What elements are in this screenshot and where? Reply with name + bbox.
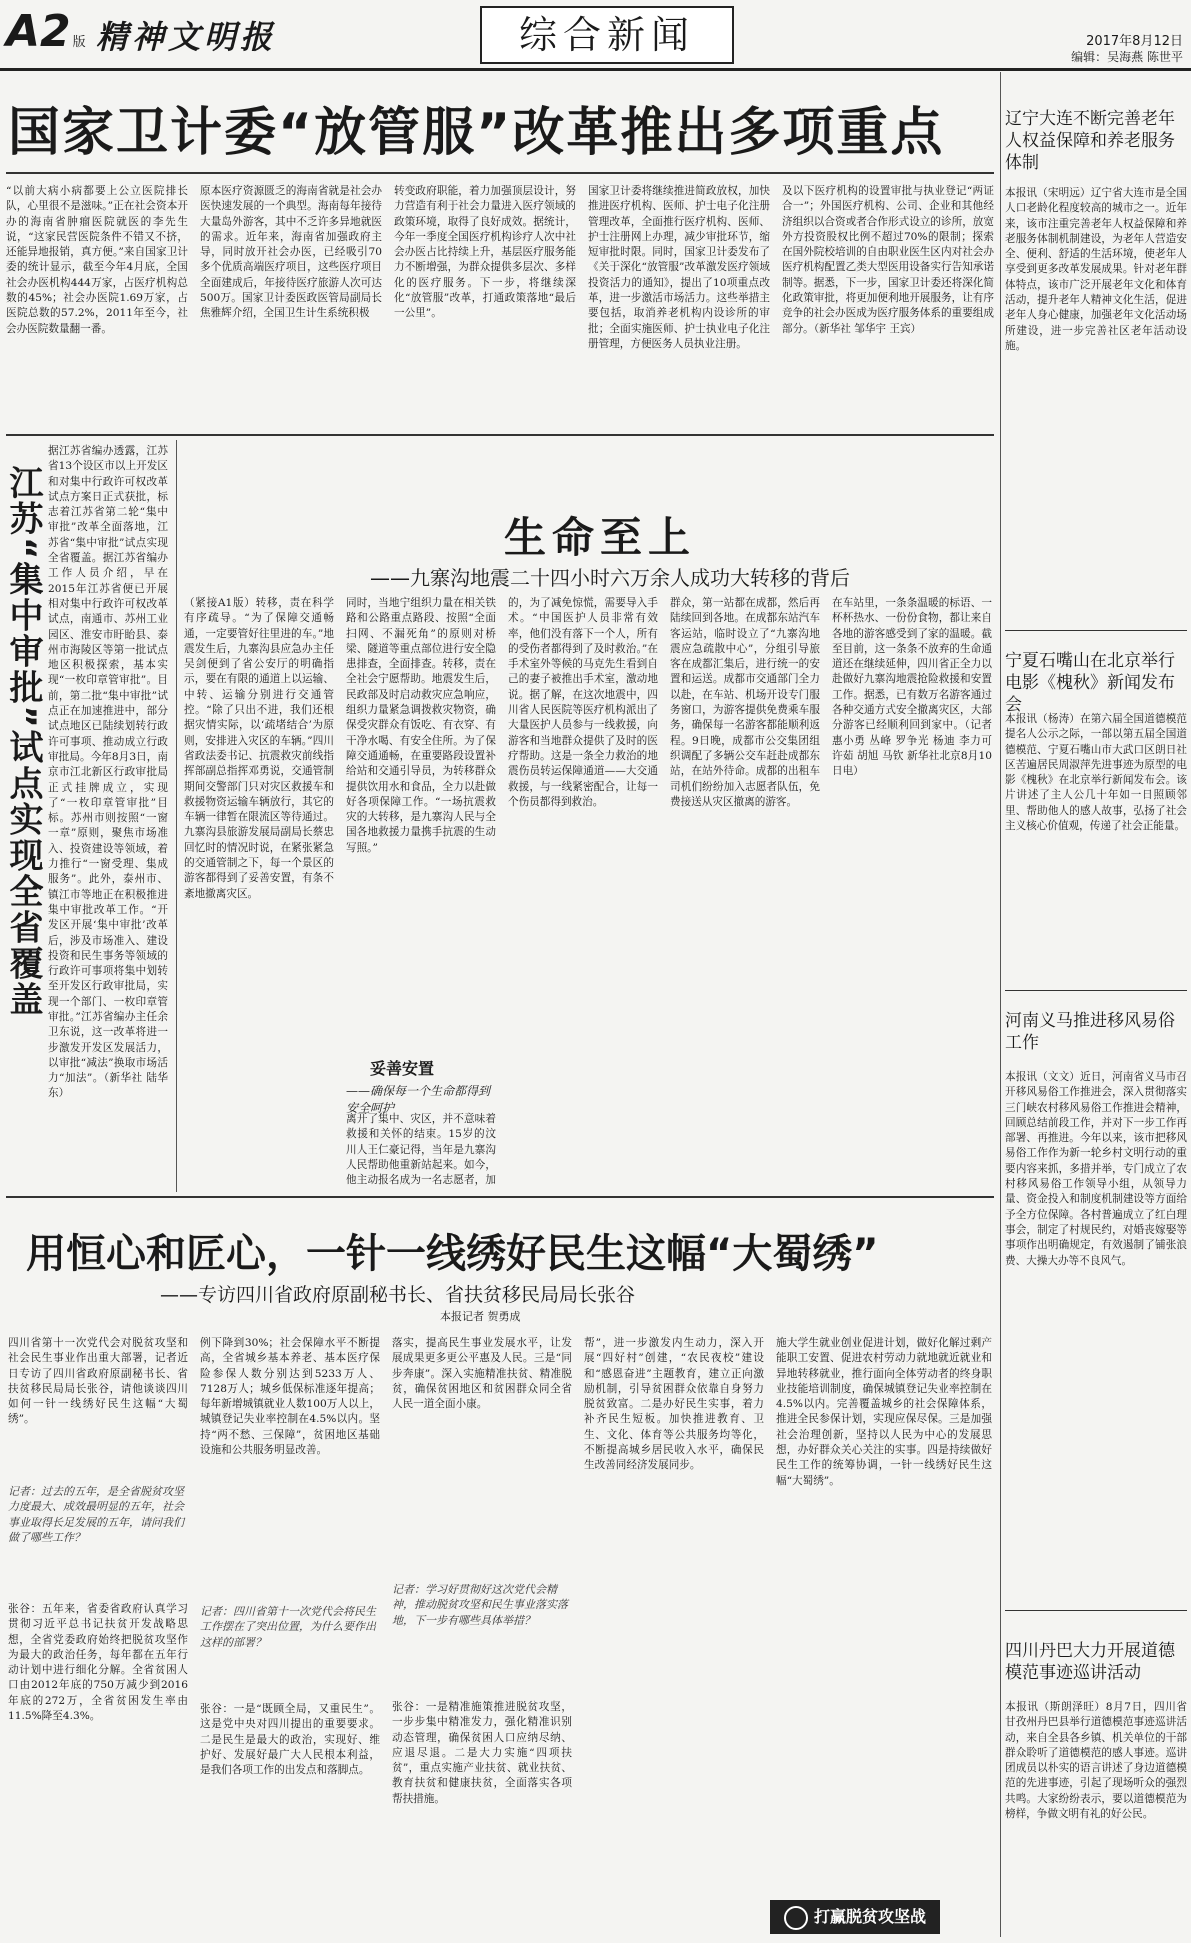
story3-headline: 生命至上 <box>503 513 696 562</box>
story4-subheadline: ——专访四川省政府原副秘书长、省扶贫移民局局长张谷 <box>160 1284 636 1306</box>
story3-sub2-title: 妥善安置 <box>370 1059 435 1078</box>
sidebar-rule-2 <box>1005 990 1187 991</box>
sidebar-s2-title: 宁夏石嘴山在北京举行电影《槐秋》新闻发布会 <box>1005 651 1175 715</box>
story3-sub2-subtitle: ——确保每一个生命都得到安全呵护 <box>346 1084 491 1115</box>
story1-col5: 及以下医疗机构的设置审批与执业登记“两证合一”；外国医疗机构、公司、企业和其他经济组织以合资或者合作形式设立的诊所，放宽外方投资股权比例不超过70%的限制；探索在国外院校培训的自由职业医生区内对社会办医疗机构配置乙类大型医用设备实行告知承诺制等。据悉，下一步，国家卫计委还将深化简化政策审批，将更加便利地开展服务，让有序竞争的社会办医成为医疗服务体系的重要组成部分。（新华社 邹华宇 王宾） <box>782 185 994 335</box>
story3-col2: 同时，当地宁组织力量在相关铁路和公路重点路段、按照“全面扫网、不漏死角”的原则对桥梁、隧道等重点部位进行安全隐患排查，全面排查。转移，责在全社会宁愿帮助。地震发生后，民政部及时启动救灾应急响应，组织力量紧急调拨救灾物资，确保受灾群众有饭吃、有衣穿、有干净水喝、有安全住所。为了保障交通通畅，在重要路段设置补给站和交通引导员，为转移群众提供饮用水和食品，全力以赴做好各项保障工作。“一场抗震救灾的大转移，是九寨沟人民与全国各地救援力量携手抗震的生动写照。” <box>346 597 496 854</box>
issue-date: 2017年8月12日 <box>1086 34 1183 49</box>
story2-divider <box>176 440 177 1192</box>
stamp-emblem-icon <box>784 1906 808 1930</box>
page-number: A2 版 <box>6 6 86 57</box>
story4-answer-1: 张谷：五年来，省委省政府认真学习贯彻习近平总书记扶贫开发战略思想，全省党委政府始终把脱贫攻坚作为最大的政治任务，每年都在五年行动计划中进行细化分解。全省贫困人口由2012年底的750万减少到2016年底的272万，全省贫困发生率由11.5%降至4.3%。 <box>8 1603 188 1723</box>
sidebar-rule-3 <box>1005 1610 1187 1611</box>
story4-col5: 施大学生就业创业促进计划，做好化解过剩产能职工安置、促进农村劳动力就地就近就业和异地转移就业，推行面向全体劳动者的终身职业技能培训制度，确保城镇登记失业率控制在4.5%以内。完善覆盖城乡的社会保障体系，推进全民参保计划，实现应保尽保。三是加强社会治理创新，坚持以人民为中心的发展思想，办好群众关心关注的实事。四是持续做好民生工作的统筹协调，一针一线绣好民生这幅“大蜀绣”。 <box>776 1337 992 1487</box>
story3-col4: 群众，第一站都在成都，然后再陆续回到各地。在成都东站汽车客运站，临时设立了“九寨沟地震应急疏散中心”，分组引导旅客在成都汇集后，进行统一的安置和运送。成都市交通部门全力以赴，在车站、机场开设专门服务窗口，为游客提供免费乘车服务，确保每一名游客都能顺利返程。9日晚，成都市公交集团组织调配了多辆公交车赶赴成都东站，在站外待命。成都的出租车司机们纷纷加入志愿者队伍，免费接送从灾区撤离的游客。 <box>670 597 820 808</box>
story3-subheadline: ——九寨沟地震二十四小时六万余人成功大转移的背后 <box>370 566 850 590</box>
sidebar-s1-body: 本报讯（宋明远）辽宁省大连市是全国人口老龄化程度较高的城市之一。近年来，该市注重完善老年人权益保障和养老服务体制机制建设，为老年人营造安全、便利、舒适的生活环境，使老年人享受到更多改革发展成果。针对老年群体特点，该市广泛开展老年文化和体育活动，提升老年人精神文化生活，促进老年人身心健康，加强老年文化活动场所建设，进一步完善社区老年活动设施。 <box>1005 187 1187 352</box>
story2-body: 据江苏省编办透露，江苏省13个设区市以上开发区和对集中行政许可权改革试点方案日正式获批，标志着江苏省第二轮“集中审批”改革全面落地，江苏省“集中审批”试点实现全省覆盖。据江苏省编办工作人员介绍，早在2015年江苏省便已开展相对集中行政许可权改革试点，南通市、苏州工业园区、淮安市盱眙县、泰州市海陵区等第一批试点地区积极探索，基本实现“一枚印章管审批”。目前，第二批“集中审批”试点正在加速推进中，部分试点地区已陆续划转行政许可事项、推动成立行政审批局。今年8月3日，南京市江北新区行政审批局正式挂牌成立，实现了“一枚印章管审批”目标。苏州市则按照“一窗一章”原则，聚焦市场准入、投资建设等领域，着力推行“一窗受理、集成服务”。此外，泰州市、镇江市等地正在积极推进集中审批改革工作。“开发区开展‘集中审批’改革后，涉及市场准入、建设投资和民生事务等领域的行政许可事项将集中划转至开发区行政审批局，实现一个部门、一枚印章管审批。”江苏省编办主任余卫东说，这一改革将进一步激发开发区发展活力，以审批“减法”换取市场活力“加法”。（新华社 陆华东） <box>48 445 168 1100</box>
sidebar-s2-body: 本报讯（杨涛）在第六届全国道德模范提名人公示之际，一部以第五届全国道德模范、宁夏石嘴山市大武口区朗日社区苦遍居民周淑萍先进事迹为原型的电影《槐秋》在北京举行新闻发布会。该片讲述了主人公几十年如一日照顾邻里、帮助他人的感人故事，弘扬了社会主义核心价值观，传递了社会正能量。 <box>1005 713 1187 833</box>
story4-headline: 用恒心和匠心，一针一线绣好民生这幅“大蜀绣” <box>26 1231 879 1277</box>
story4-intro: 四川省第十一次党代会对脱贫攻坚和社会民生事业作出重大部署，记者近日专访了四川省政府原副秘书长、省扶贫移民局局长张谷，请他谈谈四川如何一针一线绣好民生这幅“大蜀绣”。 <box>8 1337 188 1426</box>
sidebar-s4-body: 本报讯（斯朗泽旺）8月7日，四川省甘孜州丹巴县举行道德模范事迹巡讲活动，来自全县各乡镇、机关单位的干部群众聆听了道德模范的感人事迹。巡讲团成员以朴实的语言讲述了身边道德模范的先进事迹，引起了现场听众的强烈共鸣。大家纷纷表示，要以道德模范为榜样，争做文明有礼的好公民。 <box>1005 1701 1187 1821</box>
story1-rule <box>6 172 994 174</box>
sidebar-s3-title: 河南义马推进移风易俗工作 <box>1005 1011 1175 1053</box>
sidebar-divider <box>1000 72 1001 1937</box>
story4-question-2: 记者：四川省第十一次党代会将民生工作摆在了突出位置，为什么要作出这样的部署？ <box>200 1605 376 1649</box>
story1-bottom-rule <box>6 434 994 436</box>
sidebar-rule-1 <box>1005 630 1187 631</box>
story2-headline: 江苏“集中审批”试点实现全省覆盖 <box>3 465 43 1018</box>
story4-col4: 帮”，进一步激发内生动力，深入开展“四好村”创建，“农民夜校”建设和“感恩奋进”主题教育，建立正向激励机制，引导贫困群众依靠自身努力脱贫致富。二是办好民生实事，着力补齐民生短板。加快推进教育、卫生、文化、体育等公共服务均等化，不断提高城乡居民收入水平，确保民生改善同经济发展同步。 <box>584 1337 764 1472</box>
story4-col2: 例下降到30%；社会保障水平不断提高，全省城乡基本养老、基本医疗保险参保人数分别达到5233万人、7128万人；城乡低保标准逐年提高；每年新增城镇就业人数100万人以上，城镇登记失业率控制在4.5%以内。坚持“两不愁、三保障”，贫困地区基础设施和公共服务明显改善。 <box>200 1337 380 1457</box>
story4-col3: 落实，提高民生事业发展水平，让发展成果更多更公平惠及人民。三是“同步奔康”。深入实施精准扶贫、精准脱贫，确保贫困地区和贫困群众同全省人民一道全面小康。 <box>392 1337 572 1411</box>
story4-byline: 本报记者 贺勇成 <box>440 1310 521 1323</box>
section-title: 综合新闻 <box>480 6 734 64</box>
sidebar-s4-title: 四川丹巴大力开展道德模范事迹巡讲活动 <box>1005 1641 1175 1683</box>
sidebar-s1-title: 辽宁大连不断完善老年人权益保障和养老服务体制 <box>1005 109 1175 173</box>
page-header <box>0 0 1191 71</box>
story1-col2: 原本医疗资源匮乏的海南省就是社会办医快速发展的一个典型。海南每年接待大量岛外游客，其中不乏许多异地就医的需求。近年来，海南省加强政府主导，同时放开社会办医，已经吸引70多个优质高端医疗项目，这些医疗项目全面建成后，年接待医疗旅游人次可达500万。国家卫计委医政医管局副局长焦雅辉介绍，全国卫生计生系统积极 <box>200 185 382 320</box>
story4-answer-2: 张谷：一是“既顾全局，又重民生”。这是党中央对四川提出的重要要求。二是民生是最大的政治，实现好、维护好、发展好最广大人民根本利益，是我们各项工作的出发点和落脚点。 <box>200 1703 380 1777</box>
story3-col1: （紧接A1版）转移，责在科学有序疏导。“为了保障交通畅通，一定要管好往里进的车。”地震发生后，九寨沟县应急办主任吴剑便到了省公安厅的明确指示，要在有限的通道上以运输、中转、运输分别进行交通管控。“除了只出不进，我们还根据灾情实际，以‘疏堵结合’为原则，安排进入灾区的车辆。”四川省政法委书记、抗震救灾前线指挥部副总指挥邓勇说，交通管制期间交警部门只对灾区救援车和救援物资运输车辆放行，其它的车辆一律暂在限流区等待通过。九寨沟县旅游发展局副局长蔡忠回忆时的情况时说，在紧张紧急的交通管制之下，每一个景区的游客都得到了妥善安置，有条不紊地撤离灾区。 <box>184 597 334 900</box>
story1-col3: 转变政府职能，着力加强顶层设计，努力营造有利于社会力量进入医疗领域的政策环境，取得了良好成效。据统计，今年一季度全国医疗机构诊疗人次中社会办医占比持续上升，基层医疗服务能力不断增强，为群众提供多层次、多样化的医疗服务。下一步，将继续深化“放管服”改革，打通政策落地“最后一公里”。 <box>394 185 576 320</box>
story3-col5: 在车站里，一条条温暖的标语、一杯杯热水、一份份食物，都让来自各地的游客感受到了家的温暖。截至目前，这一条条不放弃的生命通道还在继续延伸，四川省正全力以赴做好九寨沟地震抢险救援和安置工作。据悉，已有数万名游客通过各种交通方式安全撤离灾区，大部分游客已经顺利回到家中。（记者 惠小勇 丛峰 罗争光 杨迪 李力可 许茹 胡旭 马钦 新华社北京8月10日电） <box>832 597 992 778</box>
paper-name: 精神文明报 <box>96 18 277 56</box>
story4-answer-3: 张谷：一是精准施策推进脱贫攻坚，一步步集中精准发力，强化精准识别动态管理，确保贫困人口应纳尽纳、应退尽退。二是大力实施“四项扶贫”，重点实施产业扶贫、就业扶贫、教育扶贫和健康扶贫，全面落实各项帮扶措施。 <box>392 1701 572 1805</box>
story1-headline: 国家卫计委“放管服”改革推出多项重点 <box>8 103 945 163</box>
sidebar-s3-body: 本报讯（文文）近日，河南省义马市召开移风易俗工作推进会，深入贯彻落实三门峡农村移风易俗工作推进会精神，回顾总结前段工作，并对下一步工作再部署、再推进。今年以来，该市把移风易俗工作作为新一轮乡村文明行动的重要内容来抓，多措并举，专门成立了农村移风易俗工作领导小组，从领导力量、资金投入和制度机制建设等方面给予全方位保障。各村普遍成立了红白理事会，制定了村规民约，对婚丧嫁娶等事项作出明确规定，有效遏制了铺张浪费、大操大办等不良风气。 <box>1005 1071 1187 1267</box>
story1-col1: “以前大病小病都要上公立医院排长队，心里很不是滋味。”正在社会资本开办的海南省肿瘤医院就医的李先生说，“这家民营医院条件不错又不挤，还能异地报销，真方便。”来自国家卫计委的统计显示，截至今年4月底，全国社会办医机构444万家，占医疗机构总数的45%；社会办医院1.69万家，占医院总数的57.2%，2011年至今，社会办医院数量翻一番。 <box>6 185 188 335</box>
story1-col4: 国家卫计委将继续推进简政放权，加快推进医疗机构、医师、护士电子化注册管理改革，全面推行医疗机构、医师、护士注册网上办理，减少审批环节，缩短审批时限。同时，国家卫计委发布了《关于深化“放管服”改革激发医疗领域投资活力的通知》，提出了10项重点改革，进一步激活市场活力。这些举措主要包括，取消养老机构内设诊所的审批；全面实施医师、护士执业电子化注册管理，方便医务人员执业注册。 <box>588 185 770 350</box>
story3-bottom-rule <box>6 1196 994 1198</box>
story3-sub2-body: 离开了集中、灾区，并不意味着救援和关怀的结束。15岁的汶川人王仁豪记得，当年是九寨沟人民帮助他重新站起来。如今，他主动报名成为一名志愿者，加 <box>346 1113 496 1187</box>
editors-credit: 编辑：吴海燕 陈世平 <box>1071 50 1183 64</box>
story4-question-1: 记者：过去的五年，是全省脱贫攻坚力度最大、成效最明显的五年，社会事业取得长足发展的五年，请问我们做了哪些工作？ <box>8 1485 184 1544</box>
campaign-stamp: 打赢脱贫攻坚战 <box>770 1900 940 1934</box>
story3-col3: 的，为了减免惊慌，需要导入手术。“中国医护人员非常有效率，他们没有落下一个人，所有的受伤者都得到了及时救治。”在手术室外等候的马克先生看到自己的妻子被推出手术室，激动地说。据了解，在这次地震中，四川省人民医院等医疗机构派出了大量医护人员参与一线救援，向游客和当地群众提供了及时的医疗帮助。这是一条全力救治的地震伤员转运保障通道——大交通救援，与一线紧密配合，让每一个伤员都得到救治。 <box>508 597 658 808</box>
story4-question-3: 记者：学习好贯彻好这次党代会精神，推动脱贫攻坚和民生事业落实落地，下一步有哪些具体举措？ <box>392 1583 568 1627</box>
